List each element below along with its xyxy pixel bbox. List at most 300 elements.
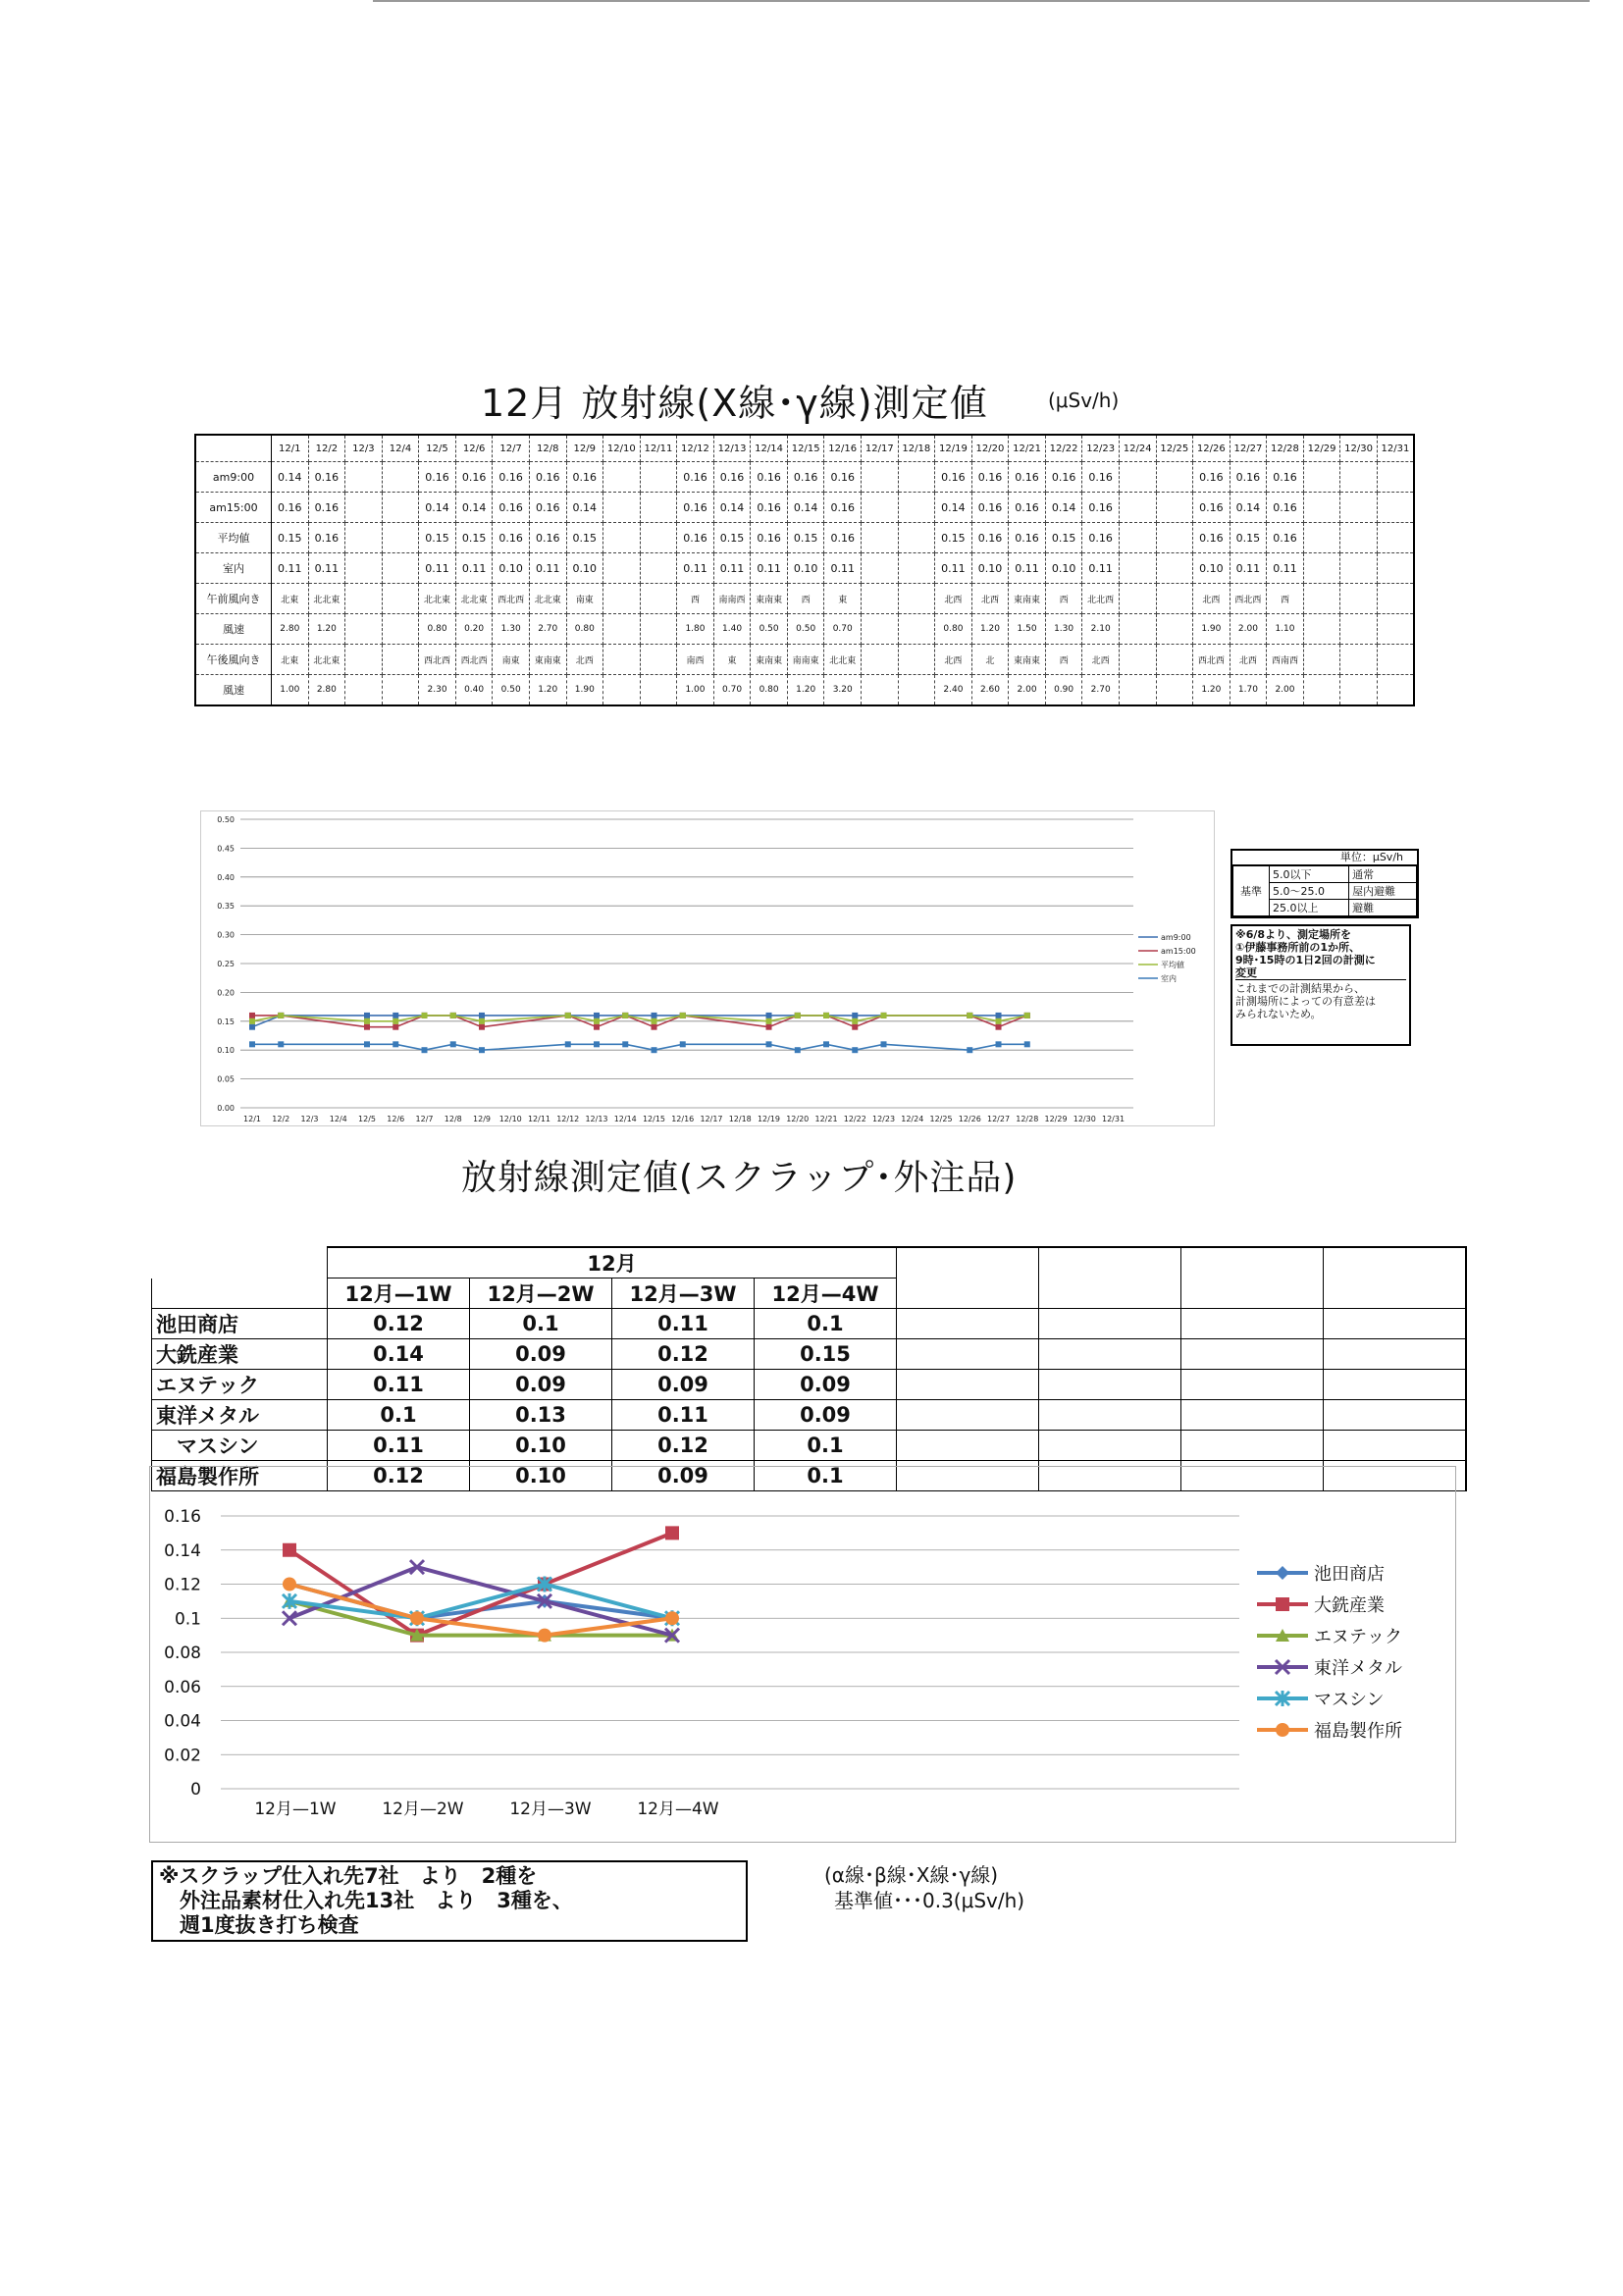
data-point — [538, 1629, 551, 1643]
value-cell: 0.10 — [470, 1431, 612, 1461]
daily-cell — [1303, 614, 1340, 645]
daily-cell: 0.14 — [787, 493, 824, 523]
daily-cell: 0.16 — [971, 523, 1009, 553]
daily-cell — [1303, 675, 1340, 706]
data-point — [967, 1013, 972, 1018]
daily-cell — [862, 523, 899, 553]
data-point — [393, 1018, 398, 1024]
daily-cell: 0.16 — [677, 493, 714, 523]
daily-cell: 0.16 — [971, 493, 1009, 523]
date-header: 12/20 — [971, 435, 1009, 462]
daily-cell: 0.16 — [824, 462, 862, 493]
daily-cell — [862, 675, 899, 706]
daily-cell: 0.16 — [751, 493, 788, 523]
daily-cell: 1.20 — [308, 614, 345, 645]
daily-cell: 0.16 — [493, 462, 530, 493]
daily-cell — [1119, 675, 1156, 706]
daily-cell — [1303, 584, 1340, 614]
standard-box — [1230, 849, 1419, 918]
daily-cell: 南東 — [566, 584, 603, 614]
value-cell: 0.12 — [328, 1309, 470, 1339]
legend-label: エヌテック — [1314, 1627, 1402, 1647]
y-tick-label: 0.10 — [217, 1046, 235, 1056]
blank-cell — [152, 1247, 328, 1278]
empty-cell — [1324, 1339, 1467, 1370]
daily-cell — [862, 462, 899, 493]
daily-cell: 0.15 — [419, 523, 456, 553]
daily-cell: 2.00 — [1267, 675, 1304, 706]
data-point — [450, 1013, 456, 1018]
daily-cell — [1340, 523, 1378, 553]
data-point — [665, 1611, 679, 1625]
value-cell: 0.11 — [328, 1370, 470, 1400]
data-point — [364, 1018, 370, 1024]
daily-cell: 0.16 — [677, 462, 714, 493]
daily-cell — [1119, 493, 1156, 523]
data-point — [881, 1013, 887, 1018]
data-point — [393, 1013, 398, 1018]
value-cell: 0.09 — [755, 1400, 897, 1431]
row-label: 風速 — [195, 675, 272, 706]
x-tick-label: 12/19 — [757, 1115, 781, 1123]
daily-cell: 西北西 — [419, 645, 456, 675]
data-point — [594, 1041, 600, 1047]
date-header: 12/31 — [1377, 435, 1414, 462]
inspection-note — [151, 1860, 748, 1942]
daily-cell: 0.14 — [566, 493, 603, 523]
x-tick-label: 12/9 — [473, 1115, 491, 1123]
daily-cell: 0.16 — [455, 462, 493, 493]
x-tick-label: 12/18 — [728, 1115, 752, 1123]
date-header: 12/4 — [382, 435, 419, 462]
value-cell: 0.13 — [470, 1400, 612, 1431]
daily-cell: 0.11 — [751, 553, 788, 584]
daily-cell: 1.30 — [1045, 614, 1082, 645]
daily-cell: 1.10 — [1267, 614, 1304, 645]
daily-cell: 東南東 — [1009, 584, 1046, 614]
value-cell: 0.1 — [328, 1400, 470, 1431]
daily-cell: 0.16 — [529, 523, 566, 553]
date-header: 12/18 — [898, 435, 935, 462]
week-header: 12月—1W — [328, 1278, 470, 1309]
daily-cell — [1377, 523, 1414, 553]
daily-cell — [603, 523, 641, 553]
company-row — [152, 1370, 1467, 1400]
x-tick-label: 12/13 — [585, 1115, 608, 1123]
weekly-measurement-table — [151, 1246, 1467, 1491]
daily-cell: 北北東 — [529, 584, 566, 614]
daily-cell: 0.16 — [713, 462, 751, 493]
date-header: 12/15 — [787, 435, 824, 462]
y-tick-label: 0.1 — [174, 1609, 201, 1630]
daily-cell: 0.16 — [1193, 462, 1230, 493]
daily-cell — [640, 675, 677, 706]
y-tick-label: 0.35 — [217, 902, 235, 912]
empty-cell — [1039, 1309, 1181, 1339]
daily-cell: 東南東 — [751, 645, 788, 675]
standard-unit: 単位：μSv/h — [1232, 851, 1417, 865]
date-header: 12/26 — [1193, 435, 1230, 462]
row-label: am15:00 — [195, 493, 272, 523]
empty-cell — [1181, 1339, 1324, 1370]
date-header: 12/9 — [566, 435, 603, 462]
daily-cell: 2.10 — [1082, 614, 1120, 645]
daily-cell: 0.16 — [308, 462, 345, 493]
company-name: マスシン — [152, 1431, 328, 1461]
daily-cell — [382, 493, 419, 523]
legend-label: 大銑産業 — [1314, 1595, 1385, 1616]
value-cell: 0.11 — [612, 1400, 755, 1431]
note-line: ①伊藤事務所前の1か所、 — [1235, 941, 1360, 954]
data-point — [996, 1024, 1002, 1030]
daily-cell: 北西 — [1193, 584, 1230, 614]
daily-cell: 0.10 — [493, 553, 530, 584]
daily-cell: 0.11 — [677, 553, 714, 584]
daily-cell — [345, 645, 383, 675]
daily-cell — [1303, 493, 1340, 523]
daily-cell: 西 — [1045, 645, 1082, 675]
daily-cell — [1156, 493, 1193, 523]
daily-cell: 西北西 — [1230, 584, 1267, 614]
daily-cell — [640, 462, 677, 493]
daily-cell — [1340, 493, 1378, 523]
daily-cell: 西北西 — [455, 645, 493, 675]
value-cell: 0.09 — [470, 1370, 612, 1400]
daily-cell: 西 — [1267, 584, 1304, 614]
empty-cell — [897, 1339, 1039, 1370]
daily-cell — [603, 584, 641, 614]
x-tick-label: 12/11 — [527, 1115, 551, 1123]
data-point — [680, 1041, 686, 1047]
daily-cell: 0.16 — [751, 462, 788, 493]
data-point — [1024, 1041, 1030, 1047]
date-header: 12/29 — [1303, 435, 1340, 462]
empty-cell — [897, 1247, 1039, 1309]
value-cell: 0.11 — [328, 1431, 470, 1461]
data-point — [364, 1013, 370, 1018]
data-point — [680, 1013, 686, 1018]
daily-cell: 北西 — [566, 645, 603, 675]
daily-cell: 0.16 — [1193, 523, 1230, 553]
daily-cell — [1377, 462, 1414, 493]
legend-label: 福島製作所 — [1314, 1721, 1402, 1742]
company-row — [152, 1431, 1467, 1461]
daily-cell: 1.30 — [493, 614, 530, 645]
weekly-line-chart — [149, 1466, 1456, 1843]
row-label: 平均値 — [195, 523, 272, 553]
note-line: 週1度抜き打ち検査 — [159, 1913, 359, 1937]
x-tick-label: 12/17 — [700, 1115, 723, 1123]
daily-cell: 0.15 — [935, 523, 972, 553]
date-header: 12/14 — [751, 435, 788, 462]
x-tick-label: 12/30 — [1073, 1115, 1096, 1123]
daily-cell — [1303, 553, 1340, 584]
row-label: 午前風向き — [195, 584, 272, 614]
row-label: 風速 — [195, 614, 272, 645]
daily-cell: 0.14 — [1230, 493, 1267, 523]
date-header: 12/8 — [529, 435, 566, 462]
unit-label: (μSv/h) — [1048, 389, 1120, 412]
note-line: 9時･15時の1日2回の計測に — [1235, 954, 1376, 966]
data-point — [652, 1047, 657, 1053]
data-point — [996, 1018, 1002, 1024]
data-point — [249, 1018, 255, 1024]
daily-cell: 0.50 — [787, 614, 824, 645]
daily-cell — [1156, 523, 1193, 553]
company-name: 大銑産業 — [152, 1339, 328, 1370]
daily-cell: 北西 — [935, 584, 972, 614]
data-point — [852, 1013, 858, 1018]
standard-row — [1233, 866, 1417, 883]
company-name: 池田商店 — [152, 1309, 328, 1339]
daily-cell: 東 — [713, 645, 751, 675]
daily-cell: 0.16 — [1193, 493, 1230, 523]
date-header: 12/6 — [455, 435, 493, 462]
legend-label: マスシン — [1314, 1690, 1385, 1710]
daily-cell: 0.16 — [1267, 462, 1304, 493]
value-cell: 0.15 — [755, 1339, 897, 1370]
daily-cell: 0.70 — [713, 675, 751, 706]
x-tick-label: 12/14 — [613, 1115, 637, 1123]
daily-cell — [862, 493, 899, 523]
x-tick-label: 12/21 — [814, 1115, 838, 1123]
x-tick-label: 12/10 — [498, 1115, 522, 1123]
daily-row — [195, 553, 1414, 584]
data-point — [823, 1013, 829, 1018]
daily-cell — [345, 584, 383, 614]
empty-cell — [1181, 1400, 1324, 1431]
daily-cell — [862, 584, 899, 614]
date-header: 12/13 — [713, 435, 751, 462]
daily-cell — [898, 493, 935, 523]
daily-cell: 0.16 — [677, 523, 714, 553]
daily-cell: 南西 — [677, 645, 714, 675]
empty-cell — [1039, 1339, 1181, 1370]
date-header: 12/10 — [603, 435, 641, 462]
standard-table — [1232, 865, 1417, 916]
data-point — [278, 1041, 284, 1047]
daily-cell: 北西 — [935, 645, 972, 675]
data-point — [283, 1578, 296, 1592]
daily-cell: 西 — [787, 584, 824, 614]
y-tick-label: 0.05 — [217, 1074, 235, 1084]
data-point — [479, 1018, 485, 1024]
y-tick-label: 0.45 — [217, 844, 235, 854]
section-title: 放射線測定値(スクラップ･外注品) — [461, 1158, 1018, 1198]
daily-cell: 0.11 — [272, 553, 309, 584]
x-tick-label: 12/24 — [901, 1115, 924, 1123]
company-row — [152, 1339, 1467, 1370]
daily-row — [195, 675, 1414, 706]
x-tick-label: 12/7 — [415, 1115, 434, 1123]
daily-cell — [898, 614, 935, 645]
daily-cell — [345, 493, 383, 523]
empty-cell — [1181, 1309, 1324, 1339]
daily-cell — [640, 493, 677, 523]
value-cell: 0.09 — [612, 1370, 755, 1400]
x-tick-label: 12/1 — [243, 1115, 261, 1123]
daily-cell: 北北東 — [824, 645, 862, 675]
empty-cell — [897, 1400, 1039, 1431]
daily-cell: 0.15 — [1045, 523, 1082, 553]
date-header: 12/12 — [677, 435, 714, 462]
daily-cell — [1303, 523, 1340, 553]
y-tick-label: 0.50 — [217, 815, 235, 824]
daily-cell: 0.20 — [455, 614, 493, 645]
daily-cell: 0.16 — [1267, 493, 1304, 523]
daily-cell: 0.16 — [1009, 462, 1046, 493]
y-tick-label: 0.06 — [164, 1677, 201, 1697]
daily-cell: 0.16 — [529, 462, 566, 493]
daily-cell: 0.11 — [824, 553, 862, 584]
daily-cell: 0.11 — [529, 553, 566, 584]
daily-cell — [898, 462, 935, 493]
daily-measurement-table — [194, 434, 1415, 706]
empty-cell — [1324, 1247, 1467, 1309]
daily-cell: 0.90 — [1045, 675, 1082, 706]
daily-cell: 2.60 — [971, 675, 1009, 706]
date-header: 12/17 — [862, 435, 899, 462]
daily-cell: 南南西 — [713, 584, 751, 614]
week-header: 12月—3W — [612, 1278, 755, 1309]
x-tick-label: 12/6 — [387, 1115, 405, 1123]
daily-cell: 0.16 — [1267, 523, 1304, 553]
data-point — [249, 1024, 255, 1030]
daily-cell — [862, 645, 899, 675]
daily-cell — [1119, 645, 1156, 675]
daily-cell: 1.50 — [1009, 614, 1046, 645]
daily-cell: 1.40 — [713, 614, 751, 645]
y-tick-label: 0.04 — [164, 1711, 201, 1732]
empty-cell — [897, 1431, 1039, 1461]
data-point — [766, 1018, 772, 1024]
daily-cell — [898, 675, 935, 706]
legend-label: 平均値 — [1161, 961, 1184, 969]
legend-label: 池田商店 — [1314, 1564, 1385, 1585]
daily-row — [195, 523, 1414, 553]
date-header: 12/28 — [1267, 435, 1304, 462]
value-cell: 0.12 — [612, 1339, 755, 1370]
daily-cell: 西南西 — [1267, 645, 1304, 675]
daily-cell — [1377, 584, 1414, 614]
daily-cell: 0.16 — [308, 523, 345, 553]
daily-cell: 北北東 — [308, 584, 345, 614]
daily-cell: 西北西 — [493, 584, 530, 614]
daily-cell — [1340, 645, 1378, 675]
value-cell: 0.1 — [755, 1461, 897, 1491]
daily-cell — [1156, 584, 1193, 614]
value-cell: 0.09 — [470, 1339, 612, 1370]
daily-cell: 2.80 — [272, 614, 309, 645]
daily-line-chart — [200, 810, 1215, 1126]
daily-cell: 2.00 — [1230, 614, 1267, 645]
date-header: 12/3 — [345, 435, 383, 462]
top-rule — [373, 0, 1590, 2]
empty-cell — [1324, 1400, 1467, 1431]
daily-cell: 0.11 — [1230, 553, 1267, 584]
daily-cell: 2.70 — [529, 614, 566, 645]
date-header: 12/23 — [1082, 435, 1120, 462]
daily-cell — [640, 553, 677, 584]
x-tick-label: 12/12 — [556, 1115, 580, 1123]
daily-cell — [1340, 614, 1378, 645]
data-point — [665, 1526, 679, 1539]
daily-cell: 0.16 — [566, 462, 603, 493]
y-tick-label: 0.40 — [217, 872, 235, 882]
y-tick-label: 0.08 — [164, 1644, 201, 1663]
daily-row — [195, 614, 1414, 645]
empty-cell — [1039, 1247, 1181, 1309]
empty-cell — [1324, 1309, 1467, 1339]
daily-cell: 0.11 — [419, 553, 456, 584]
standard-value-note — [824, 1862, 1024, 1913]
daily-cell: 1.00 — [272, 675, 309, 706]
note-line: 基準値･･･0.3(μSv/h) — [834, 1889, 1025, 1912]
daily-cell: 0.16 — [935, 462, 972, 493]
data-point — [410, 1611, 424, 1625]
data-point — [249, 1041, 255, 1047]
daily-cell: 0.80 — [751, 675, 788, 706]
daily-cell — [1340, 584, 1378, 614]
daily-cell: 0.14 — [419, 493, 456, 523]
daily-cell: 北西 — [1230, 645, 1267, 675]
data-point — [652, 1024, 657, 1030]
daily-cell: 0.14 — [272, 462, 309, 493]
data-point — [565, 1013, 571, 1018]
daily-cell: 2.30 — [419, 675, 456, 706]
note-line: みられないため。 — [1235, 1008, 1322, 1020]
empty-cell — [1039, 1370, 1181, 1400]
daily-cell: 0.16 — [824, 493, 862, 523]
x-tick-label: 12月—2W — [382, 1800, 464, 1819]
daily-cell: 東 — [824, 584, 862, 614]
daily-cell: 東南東 — [529, 645, 566, 675]
data-point — [364, 1041, 370, 1047]
x-tick-label: 12/22 — [843, 1115, 866, 1123]
daily-cell: 北西 — [1082, 645, 1120, 675]
date-header: 12/24 — [1119, 435, 1156, 462]
daily-cell — [1119, 614, 1156, 645]
value-cell: 0.09 — [755, 1370, 897, 1400]
value-cell: 0.12 — [328, 1461, 470, 1491]
y-tick-label: 0.20 — [217, 988, 235, 998]
daily-cell: 0.15 — [566, 523, 603, 553]
row-label: 室内 — [195, 553, 272, 584]
month-header: 12月 — [328, 1247, 897, 1278]
date-header: 12/21 — [1009, 435, 1046, 462]
data-point — [1276, 1566, 1289, 1580]
daily-cell — [345, 553, 383, 584]
date-header: 12/19 — [935, 435, 972, 462]
daily-cell: 0.11 — [935, 553, 972, 584]
daily-cell: 0.16 — [1009, 493, 1046, 523]
daily-cell — [1340, 462, 1378, 493]
daily-cell — [898, 523, 935, 553]
date-header: 12/25 — [1156, 435, 1193, 462]
daily-cell: 0.11 — [455, 553, 493, 584]
daily-header-row — [195, 435, 1414, 462]
data-point — [852, 1047, 858, 1053]
y-tick-label: 0.14 — [164, 1540, 201, 1561]
daily-cell: 1.20 — [529, 675, 566, 706]
daily-cell — [345, 614, 383, 645]
legend-label: am15:00 — [1161, 947, 1196, 956]
daily-cell — [1119, 462, 1156, 493]
daily-cell: 0.16 — [787, 462, 824, 493]
daily-cell — [382, 614, 419, 645]
daily-cell — [1340, 675, 1378, 706]
x-tick-label: 12/3 — [300, 1115, 319, 1123]
